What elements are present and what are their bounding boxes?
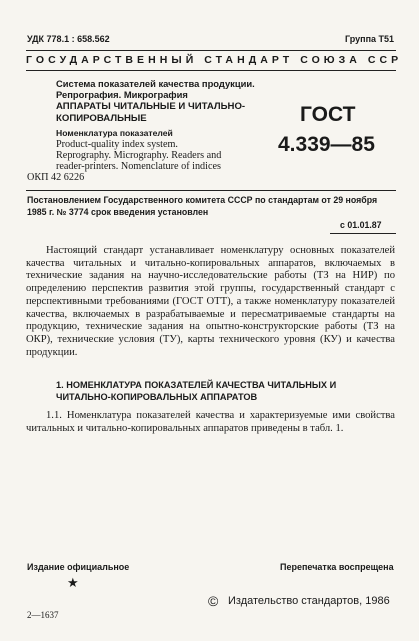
reprint-prohibited: Перепечатка воспрещена bbox=[280, 562, 394, 572]
udc-code: УДК 778.1 : 658.562 bbox=[27, 34, 110, 44]
title-line-1: Система показателей качества продукции. bbox=[56, 78, 255, 89]
banner-title: ГОСУДАРСТВЕННЫЙ СТАНДАРТ СОЮЗА ССР bbox=[26, 54, 403, 66]
intro-paragraph bbox=[26, 245, 395, 359]
section-heading-1: 1. НОМЕНКЛАТУРА ПОКАЗАТЕЛЕЙ КАЧЕСТВА ЧИТАЛЬНЫХ И bbox=[56, 380, 337, 390]
official-edition: Издание официальное bbox=[27, 562, 130, 572]
title-line-3: АППАРАТЫ ЧИТАЛЬНЫЕ И ЧИТАЛЬНО- bbox=[56, 101, 246, 112]
group-code: Группа Т51 bbox=[345, 34, 395, 44]
top-rule bbox=[26, 50, 396, 51]
section-paragraph bbox=[26, 410, 395, 435]
title-rule bbox=[26, 190, 396, 191]
copyright-icon: © bbox=[208, 593, 219, 609]
gost-label: ГОСТ bbox=[300, 103, 356, 126]
okp-code: ОКП 42 6226 bbox=[27, 172, 85, 183]
banner-rule bbox=[26, 70, 396, 71]
title-line-2: Репрография. Микрография bbox=[56, 89, 188, 100]
section-text: 1.1. Номенклатура показателей качества и характеризуемые ими свойства читальных и читально-копировальных аппаратов приведены в табл. 1. bbox=[26, 410, 395, 434]
date-underline bbox=[330, 233, 396, 234]
title-line-4: КОПИРОВАЛЬНЫЕ bbox=[56, 113, 147, 124]
decree-line-1: Постановлением Государственного комитета СССР по стандартам от 29 ноября bbox=[27, 195, 378, 205]
print-code: 2—1637 bbox=[27, 610, 59, 620]
section-heading-2: ЧИТАЛЬНО-КОПИРОВАЛЬНЫХ АППАРАТОВ bbox=[56, 392, 258, 402]
effective-date: с 01.01.87 bbox=[340, 220, 382, 230]
title-en-3: reader-printers. Nomenclature of indices bbox=[56, 161, 221, 172]
star-icon: ★ bbox=[67, 575, 79, 590]
title-line-5: Номенклатура показателей bbox=[56, 128, 173, 138]
decree-line-2: 1985 г. № 3774 срок введения установлен bbox=[27, 207, 209, 217]
title-en-2: Reprography. Micrography. Readers and bbox=[56, 150, 222, 161]
publisher: Издательство стандартов, 1986 bbox=[228, 595, 390, 607]
gost-number: 4.339—85 bbox=[278, 133, 375, 156]
intro-text: Настоящий стандарт устанавливает номенклатуру основных показателей качества читальных и читально-копировальных аппаратов, включаемых в технические задания на научно-исследовательские работы (ТЗ на НИР) по определению перспектив развития этой группы, государственный стандарт с перспективными требованиями (ГОСТ ОТТ), а также номенклатуру показателей качества, включаемых в разрабатываемые и пересматриваемые стандарты на продукцию, технические задания на опытно-конструкторские работы (ТЗ на ОКР), технические условия (ТУ), карты технического уровня (КУ) и качества продукции. bbox=[26, 245, 395, 358]
title-en-1: Product-quality index system. bbox=[56, 139, 178, 150]
